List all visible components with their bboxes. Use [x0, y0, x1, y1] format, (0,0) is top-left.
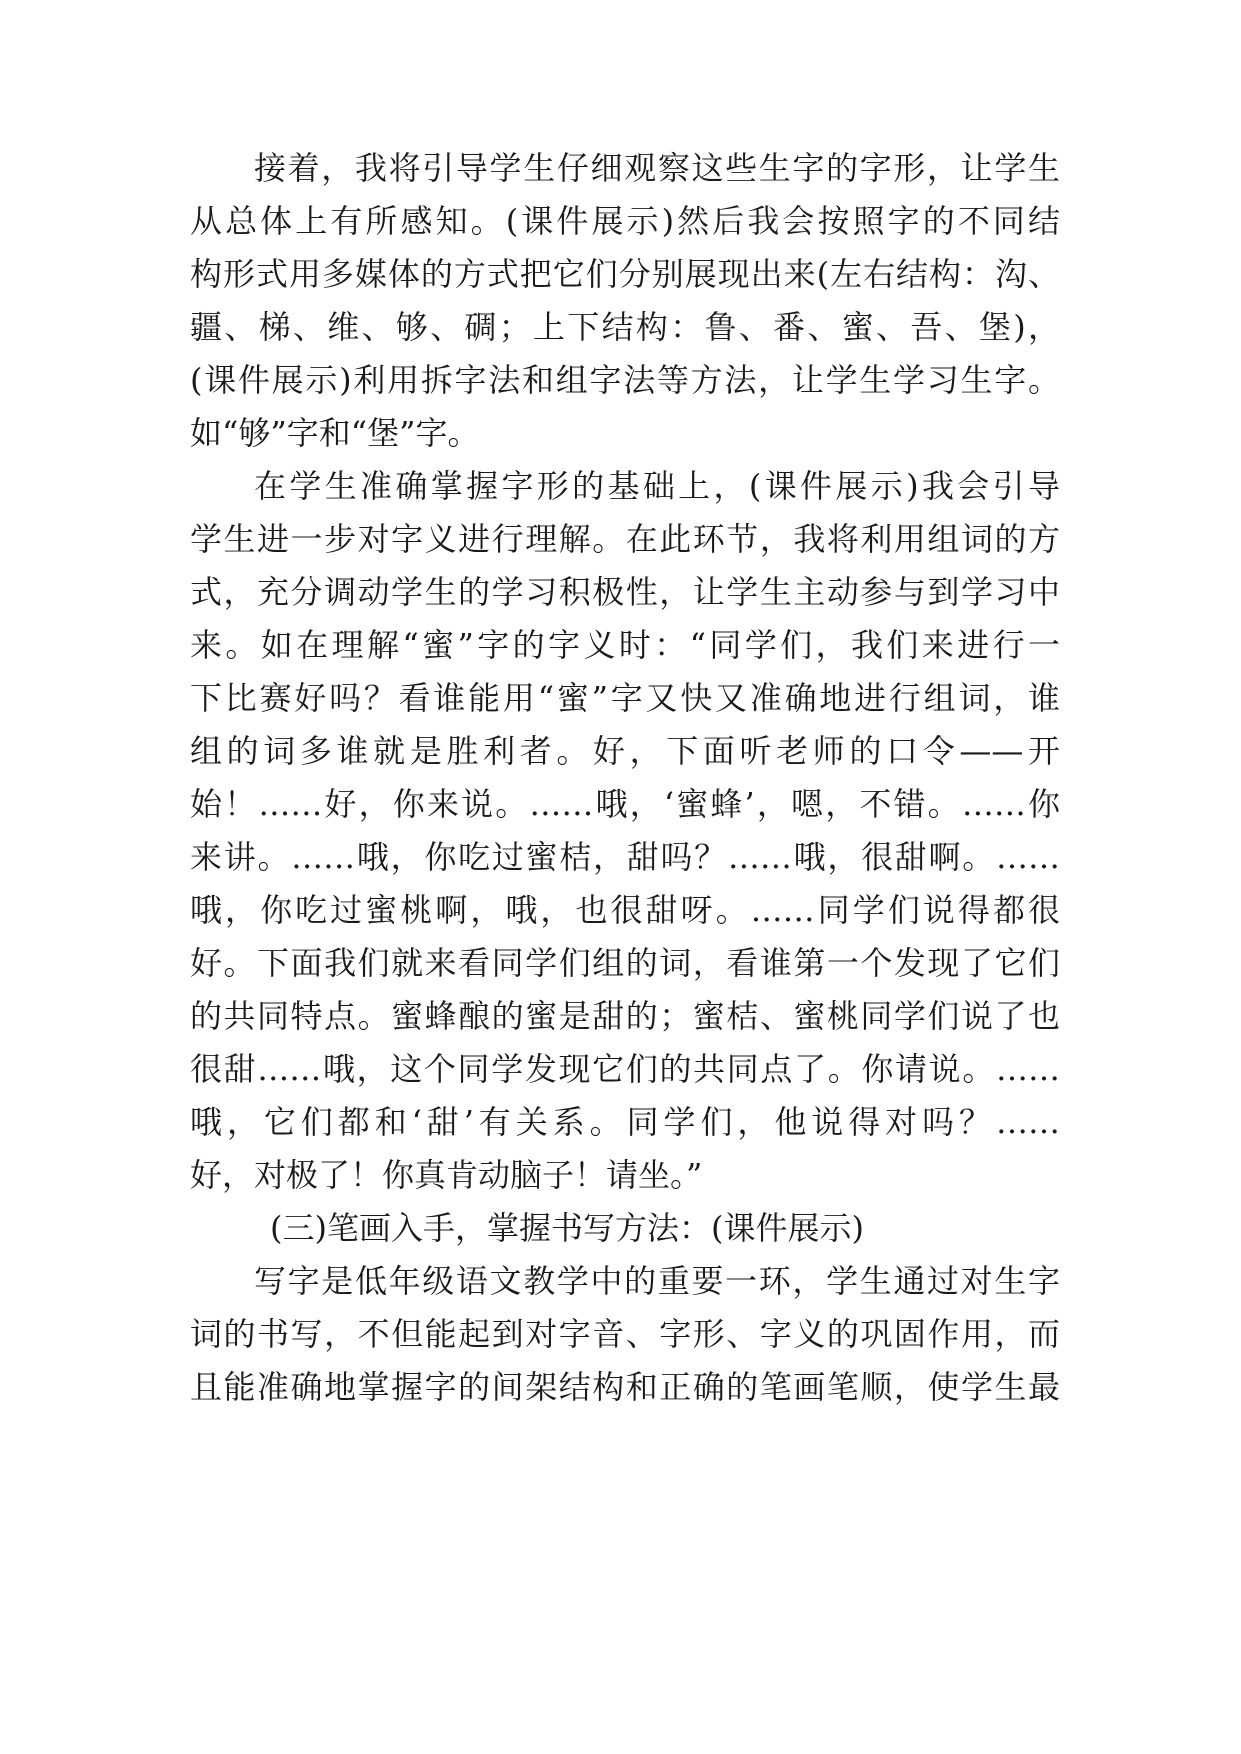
text-line: 在学生准确掌握字形的基础上，(课件展示)我会引导 — [254, 467, 1060, 505]
text-line: 组的词多谁就是胜利者。好，下面听老师的口令——开 — [190, 732, 1060, 770]
text-line: 哦，它们都和‘甜’有关系。同学们，他说得对吗？…… — [190, 1103, 1060, 1141]
text-line: 且能准确地掌握字的间架结构和正确的笔画笔顺，使学生最 — [190, 1368, 1060, 1406]
text-line: 写字是低年级语文教学中的重要一环，学生通过对生字 — [254, 1262, 1060, 1300]
text-line: 很甜……哦，这个同学发现它们的共同点了。你请说。…… — [190, 1050, 1060, 1088]
text-line: (课件展示)利用拆字法和组字法等方法，让学生学习生字。 — [190, 361, 1060, 399]
text-line: 下比赛好吗？看谁能用“蜜”字又快又准确地进行组词，谁 — [190, 679, 1060, 717]
text-line: 式，充分调动学生的学习积极性，让学生主动参与到学习中 — [190, 573, 1060, 611]
text-line: 疆、梯、维、够、碉；上下结构：鲁、番、蜜、吾、堡)， — [190, 308, 1060, 346]
text-line: 从总体上有所感知。(课件展示)然后我会按照字的不同结 — [190, 202, 1060, 240]
text-line: 好。下面我们就来看同学们组的词，看谁第一个发现了它们 — [190, 944, 1060, 982]
section-heading: (三)笔画入手，掌握书写方法：(课件展示) — [270, 1209, 864, 1247]
text-line: 学生进一步对字义进行理解。在此环节，我将利用组词的方 — [190, 520, 1060, 558]
text-line: 构形式用多媒体的方式把它们分别展现出来(左右结构：沟、 — [190, 255, 1060, 293]
text-line: 哦，你吃过蜜桃啊，哦，也很甜呀。……同学们说得都很 — [190, 891, 1060, 929]
text-line: 如“够”字和“堡”字。 — [190, 414, 480, 452]
text-line: 来。如在理解“蜜”字的字义时：“同学们，我们来进行一 — [190, 626, 1060, 664]
text-line: 接着，我将引导学生仔细观察这些生字的字形，让学生 — [254, 149, 1060, 187]
text-line: 词的书写，不但能起到对字音、字形、字义的巩固作用，而 — [190, 1315, 1060, 1353]
text-line: 好，对极了！你真肯动脑子！请坐。” — [190, 1156, 703, 1194]
text-line: 来讲。……哦，你吃过蜜桔，甜吗？……哦，很甜啊。…… — [190, 838, 1060, 876]
text-line: 的共同特点。蜜蜂酿的蜜是甜的；蜜桔、蜜桃同学们说了也 — [190, 997, 1060, 1035]
text-line: 始！……好，你来说。……哦，‘蜜蜂’，嗯，不错。……你 — [190, 785, 1060, 823]
